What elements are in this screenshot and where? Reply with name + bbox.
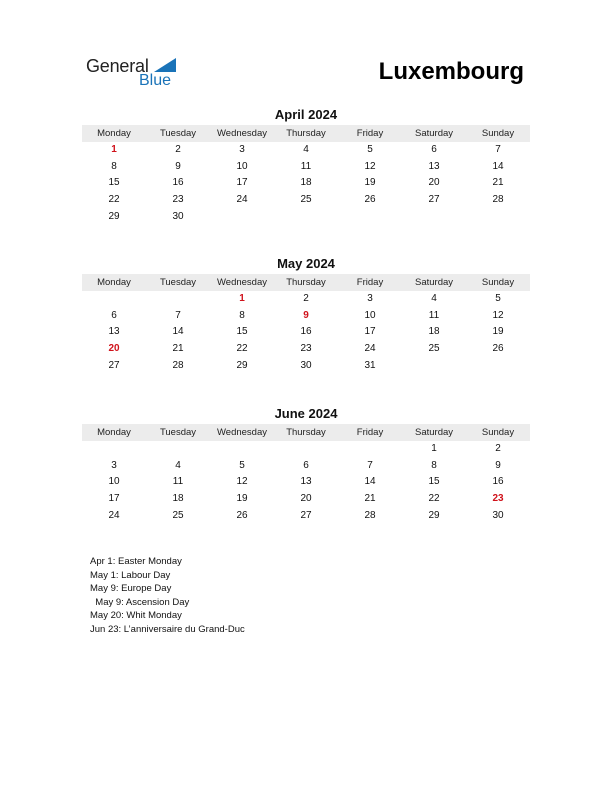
day-cell: 23 bbox=[300, 343, 312, 355]
empty-day-cell bbox=[466, 358, 530, 375]
day-cell: 3 bbox=[111, 459, 117, 471]
day-cell: 21 bbox=[364, 493, 376, 505]
day-cell: 15 bbox=[236, 326, 248, 338]
day-cell: 19 bbox=[492, 326, 504, 338]
day-cell: 7 bbox=[175, 309, 181, 321]
month-april bbox=[82, 107, 530, 225]
day-cell: 29 bbox=[108, 210, 120, 222]
day-cell: 17 bbox=[108, 493, 120, 505]
weekday-label: Thursday bbox=[286, 427, 326, 438]
empty-day-cell bbox=[210, 209, 274, 226]
day-cell: 22 bbox=[108, 194, 120, 206]
day-cell: 19 bbox=[236, 493, 248, 505]
day-cell: 11 bbox=[300, 160, 312, 172]
weekday-label: Saturday bbox=[414, 128, 454, 139]
weekday-label: Friday bbox=[356, 427, 384, 438]
day-cell: 2 bbox=[303, 293, 309, 304]
empty-day-cell bbox=[146, 291, 210, 308]
day-cell: 18 bbox=[172, 493, 184, 505]
day-cell: 27 bbox=[428, 194, 440, 206]
week-row bbox=[82, 458, 530, 475]
day-cell: 16 bbox=[172, 177, 184, 189]
empty-day-cell bbox=[466, 209, 530, 226]
day-cell: 10 bbox=[108, 476, 120, 488]
day-cell: 25 bbox=[428, 343, 440, 355]
holiday-day-cell: 20 bbox=[108, 343, 120, 355]
empty-day-cell bbox=[402, 209, 466, 226]
day-cell: 24 bbox=[364, 343, 376, 355]
day-cell: 1 bbox=[431, 443, 437, 454]
holiday-day-cell: 1 bbox=[239, 293, 245, 304]
day-cell: 31 bbox=[364, 359, 376, 371]
week-row bbox=[82, 358, 530, 375]
weekday-label: Wednesday bbox=[217, 427, 267, 438]
weekday-label: Monday bbox=[97, 277, 131, 288]
day-cell: 9 bbox=[495, 459, 501, 471]
day-cell: 28 bbox=[492, 194, 504, 206]
day-cell: 8 bbox=[111, 160, 117, 172]
day-cell: 2 bbox=[495, 443, 501, 454]
day-cell: 15 bbox=[108, 177, 120, 189]
day-cell: 11 bbox=[172, 476, 184, 488]
empty-day-cell bbox=[274, 441, 338, 458]
weekday-label: Friday bbox=[356, 128, 384, 139]
weekday-label: Sunday bbox=[481, 277, 515, 288]
weekday-label: Sunday bbox=[481, 128, 515, 139]
day-cell: 24 bbox=[108, 509, 120, 521]
day-cell: 26 bbox=[364, 194, 376, 206]
day-cell: 5 bbox=[239, 459, 245, 471]
day-cell: 14 bbox=[364, 476, 376, 488]
day-cell: 26 bbox=[236, 509, 248, 521]
week-row bbox=[82, 508, 530, 525]
day-cell: 30 bbox=[300, 359, 312, 371]
day-cell: 21 bbox=[172, 343, 184, 355]
weekday-label: Saturday bbox=[414, 427, 454, 438]
weekday-label: Monday bbox=[97, 128, 131, 139]
day-cell: 5 bbox=[495, 293, 501, 304]
day-cell: 20 bbox=[428, 177, 440, 189]
day-cell: 14 bbox=[492, 160, 504, 172]
day-cell: 21 bbox=[492, 177, 504, 189]
day-cell: 24 bbox=[236, 194, 248, 206]
holiday-day-cell: 1 bbox=[111, 144, 117, 155]
holiday-list-item: Apr 1: Easter Monday bbox=[90, 556, 182, 567]
day-cell: 22 bbox=[428, 493, 440, 505]
day-cell: 17 bbox=[364, 326, 376, 338]
day-cell: 13 bbox=[300, 476, 312, 488]
empty-day-cell bbox=[338, 441, 402, 458]
empty-day-cell bbox=[146, 441, 210, 458]
week-row bbox=[82, 308, 530, 325]
day-cell: 16 bbox=[492, 476, 504, 488]
weekday-label: Thursday bbox=[286, 128, 326, 139]
holiday-day-cell: 23 bbox=[492, 493, 504, 505]
holiday-list-item: Jun 23: L’anniversaire du Grand-Duc bbox=[90, 623, 245, 635]
day-cell: 2 bbox=[175, 144, 181, 155]
day-cell: 22 bbox=[236, 343, 248, 355]
holiday-list-item: May 20: Whit Monday bbox=[90, 610, 182, 621]
weekday-header-row bbox=[82, 424, 530, 441]
day-cell: 14 bbox=[172, 326, 184, 338]
month-title: May 2024 bbox=[277, 256, 335, 271]
weekday-label: Thursday bbox=[286, 277, 326, 288]
weekday-label: Friday bbox=[356, 277, 384, 288]
weekday-label: Wednesday bbox=[217, 277, 267, 288]
day-cell: 27 bbox=[108, 359, 120, 371]
day-cell: 11 bbox=[428, 309, 440, 321]
day-cell: 3 bbox=[367, 293, 373, 304]
month-may bbox=[82, 256, 530, 374]
day-cell: 10 bbox=[364, 309, 376, 321]
holiday-list-item: May 9: Ascension Day bbox=[90, 596, 190, 608]
holiday-list-item: May 9: Europe Day bbox=[90, 583, 172, 594]
week-row bbox=[82, 142, 530, 159]
day-cell: 9 bbox=[175, 160, 181, 172]
empty-day-cell bbox=[82, 291, 146, 308]
day-cell: 13 bbox=[428, 160, 440, 172]
day-cell: 8 bbox=[239, 309, 245, 321]
logo-text-blue: Blue bbox=[139, 72, 172, 89]
week-row bbox=[82, 192, 530, 209]
week-row bbox=[82, 159, 530, 176]
holiday-day-cell: 9 bbox=[303, 309, 309, 321]
day-cell: 20 bbox=[300, 493, 312, 505]
weekday-label: Sunday bbox=[481, 427, 515, 438]
day-cell: 3 bbox=[239, 144, 245, 155]
weekday-header-row bbox=[82, 125, 530, 142]
day-cell: 28 bbox=[364, 509, 376, 521]
day-cell: 17 bbox=[236, 177, 248, 189]
week-row bbox=[82, 491, 530, 508]
weekday-label: Wednesday bbox=[217, 128, 267, 139]
weekday-label: Tuesday bbox=[159, 128, 197, 139]
week-row bbox=[82, 341, 530, 358]
day-cell: 4 bbox=[431, 293, 437, 304]
empty-day-cell bbox=[402, 358, 466, 375]
week-row bbox=[82, 209, 530, 226]
day-cell: 7 bbox=[495, 144, 501, 155]
day-cell: 26 bbox=[492, 343, 504, 355]
weekday-label: Monday bbox=[97, 427, 131, 438]
day-cell: 12 bbox=[236, 476, 248, 488]
day-cell: 6 bbox=[431, 144, 437, 155]
day-cell: 30 bbox=[492, 509, 504, 521]
day-cell: 12 bbox=[492, 309, 504, 321]
holiday-list-item: May 1: Labour Day bbox=[90, 569, 171, 581]
day-cell: 19 bbox=[364, 177, 376, 189]
country-title: Luxembourg bbox=[378, 58, 524, 85]
day-cell: 13 bbox=[108, 326, 120, 338]
logo-triangle-icon bbox=[154, 58, 176, 72]
day-cell: 10 bbox=[236, 160, 248, 172]
day-cell: 27 bbox=[300, 509, 312, 521]
month-title: April 2024 bbox=[274, 107, 338, 122]
weekday-label: Saturday bbox=[414, 277, 454, 288]
day-cell: 12 bbox=[364, 160, 376, 172]
logo-text-general: General bbox=[86, 56, 149, 76]
day-cell: 5 bbox=[367, 144, 373, 155]
weekday-label: Tuesday bbox=[159, 427, 197, 438]
month-title: June 2024 bbox=[274, 406, 338, 421]
day-cell: 25 bbox=[300, 194, 312, 206]
week-row bbox=[82, 474, 530, 491]
day-cell: 30 bbox=[172, 210, 184, 222]
day-cell: 28 bbox=[172, 359, 184, 371]
generalblue-logo bbox=[86, 56, 186, 92]
day-cell: 18 bbox=[300, 177, 312, 189]
day-cell: 29 bbox=[236, 359, 248, 371]
empty-day-cell bbox=[338, 209, 402, 226]
day-cell: 25 bbox=[172, 509, 184, 521]
empty-day-cell bbox=[274, 209, 338, 226]
weekday-header-row bbox=[82, 274, 530, 291]
day-cell: 18 bbox=[428, 326, 440, 338]
empty-day-cell bbox=[210, 441, 274, 458]
day-cell: 6 bbox=[111, 309, 117, 321]
day-cell: 15 bbox=[428, 476, 440, 488]
weekday-label: Tuesday bbox=[159, 277, 197, 288]
week-row bbox=[82, 324, 530, 341]
week-row bbox=[82, 441, 530, 458]
day-cell: 23 bbox=[172, 194, 184, 206]
day-cell: 16 bbox=[300, 326, 312, 338]
month-june bbox=[82, 406, 530, 524]
day-cell: 29 bbox=[428, 509, 440, 521]
empty-day-cell bbox=[82, 441, 146, 458]
day-cell: 6 bbox=[303, 459, 309, 471]
week-row bbox=[82, 175, 530, 192]
holiday-list bbox=[90, 555, 245, 636]
day-cell: 7 bbox=[367, 459, 373, 471]
day-cell: 8 bbox=[431, 459, 437, 471]
day-cell: 4 bbox=[175, 459, 181, 471]
day-cell: 4 bbox=[303, 144, 309, 155]
week-row bbox=[82, 291, 530, 308]
